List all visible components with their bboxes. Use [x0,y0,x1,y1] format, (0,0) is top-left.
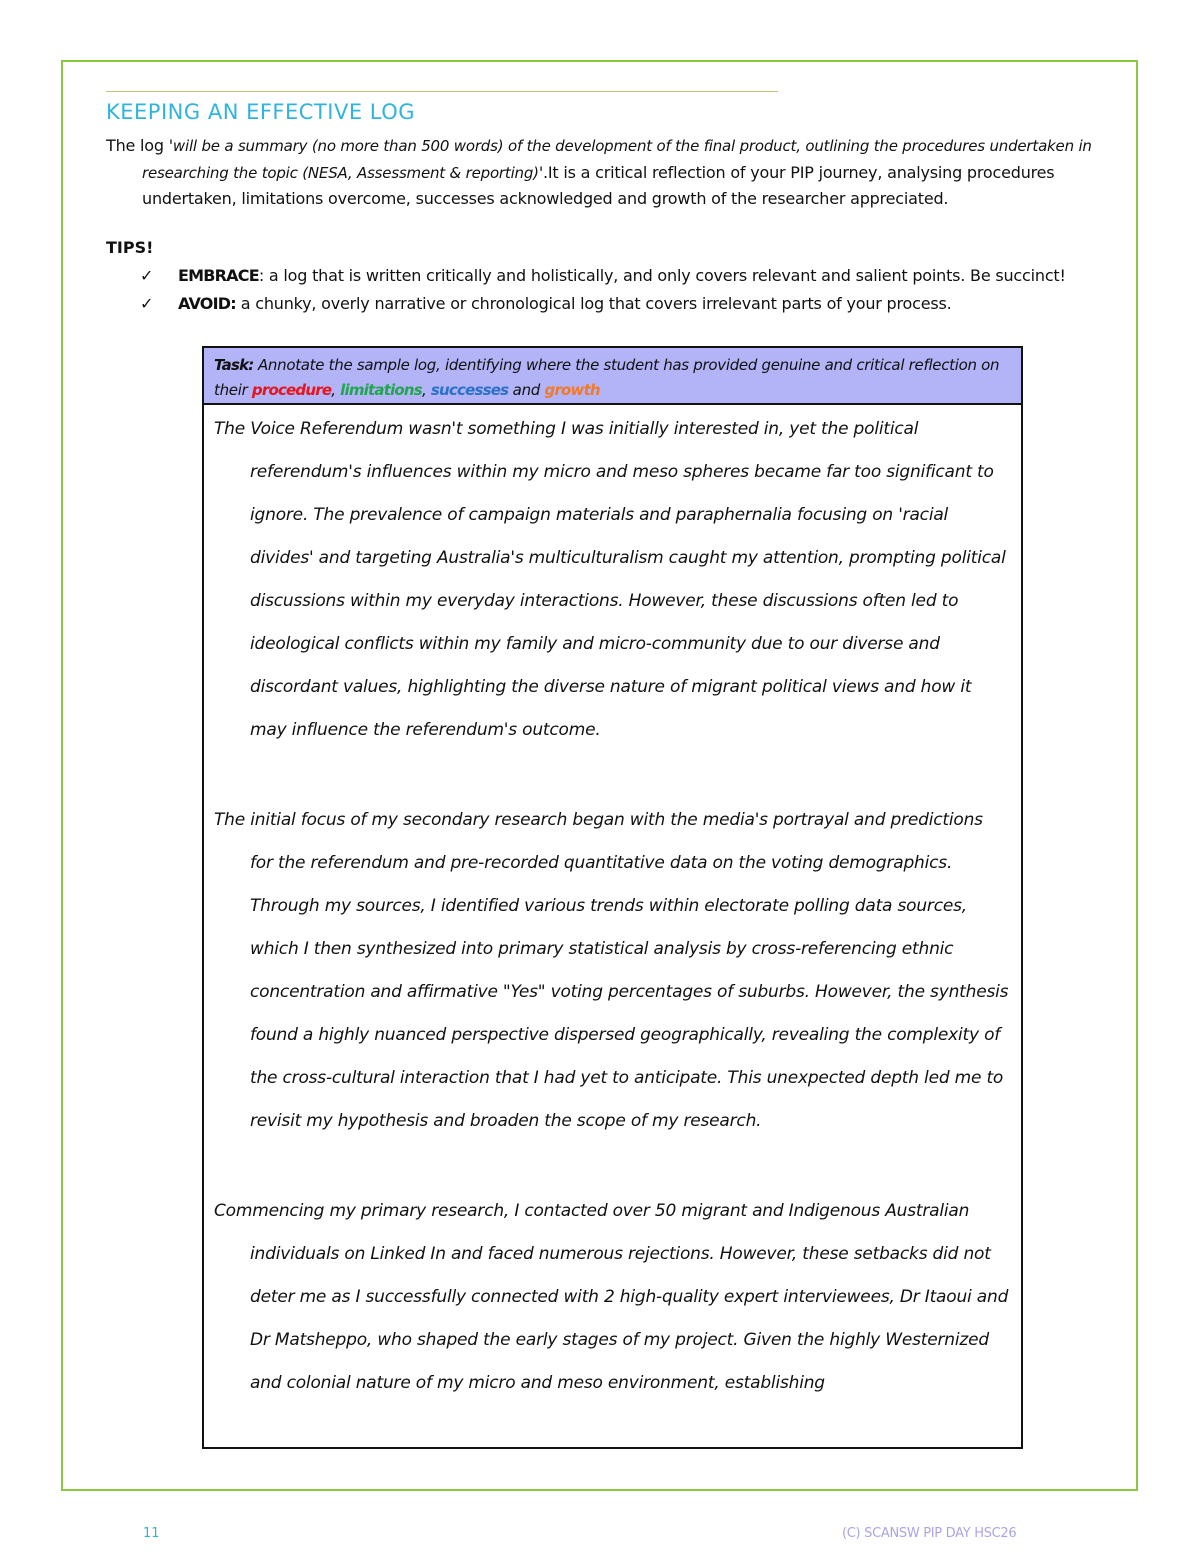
intro-quote: will be a summary (no more than 500 words) of the development of the final product, outlining the procedures undertaken in researching the topic (NESA, Assessment & reporting) [142,137,1092,182]
task-header [204,348,1021,405]
checkmark-icon: ✓ [140,266,154,285]
footer-credit: (C) SCANSW PIP DAY HSC26 [842,1526,1017,1541]
keyword-limitations: limitations [340,381,422,399]
task-label: Task: [214,356,254,374]
tips-list [140,262,1120,318]
page-number: 11 [143,1526,160,1541]
task-box [202,346,1023,1449]
keyword-separator: , [421,381,431,399]
task-instruction: Annotate the sample log, identifying where the student has provided genuine and critical reflection on their [214,356,1000,399]
keyword-separator: , [331,381,341,399]
keyword-conjunction: and [508,381,545,399]
checkmark-icon: ✓ [140,294,154,313]
keyword-successes: successes [430,381,509,399]
keyword-procedure: procedure [251,381,332,399]
tip-item-embrace [140,262,1120,290]
intro-paragraph [106,133,1102,212]
tip-label: AVOID: [178,294,236,313]
log-paragraph-3: Commencing my primary research, I contacted over 50 migrant and Indigenous Australian individuals on Linked In and faced numerous rejections. However, these setbacks did not deter me as I successfully connected with 2 high-quality expert interviewees, Dr Itaoui and Dr Matsheppo, who shaped the early stages of my project. Given the highly Westernized and colonial nature of my micro and meso environment, establishing [214,1201,1009,1393]
tip-item-avoid [140,290,1120,318]
log-paragraph-1: The Voice Referendum wasn't something I was initially interested in, yet the political referendum's influences within my micro and meso spheres became far too significant to ignore. The prevalence of campaign materials and paraphernalia focusing on 'racial divides' and targeting Australia's multiculturalism caught my attention, prompting political discussions within my everyday interactions. However, these discussions often led to ideological conflicts within my family and micro-community due to our diverse and discordant values, highlighting the diverse nature of migrant political views and how it may influence the referendum's outcome. [214,419,1006,740]
sample-log-body [204,405,1021,1405]
keyword-growth: growth [544,381,600,399]
intro-lead: The log ' [106,136,173,155]
tip-separator: : [258,266,269,285]
intro-tail: '.It is a critical reflection of your PIP journey, analysing procedures undertaken, limitations overcome, successes acknowledged and growth of the researcher appreciated. [142,162,1055,208]
page-heading: KEEPING AN EFFECTIVE LOG [106,100,416,124]
tip-text: a chunky, overly narrative or chronological log that covers irrelevant parts of your process. [240,294,952,313]
heading-divider [106,91,778,92]
log-paragraph-2: The initial focus of my secondary research began with the media's portrayal and predictions for the referendum and pre-recorded quantitative data on the voting demographics. Through my sources, I identified various trends within electorate polling data sources, which I then synthesized into primary statistical analysis by cross-referencing ethnic concentration and affirmative "Yes" voting percentages of suburbs. However, the synthesis found a highly nuanced perspective dispersed geographically, revealing the complexity of the cross-cultural interaction that I had yet to anticipate. This unexpected depth led me to revisit my hypothesis and broaden the scope of my research. [214,810,1009,1131]
tip-label: EMBRACE [178,266,259,285]
tip-text: a log that is written critically and holistically, and only covers relevant and salient points. Be succinct! [268,266,1066,285]
tips-title: TIPS! [106,238,154,257]
